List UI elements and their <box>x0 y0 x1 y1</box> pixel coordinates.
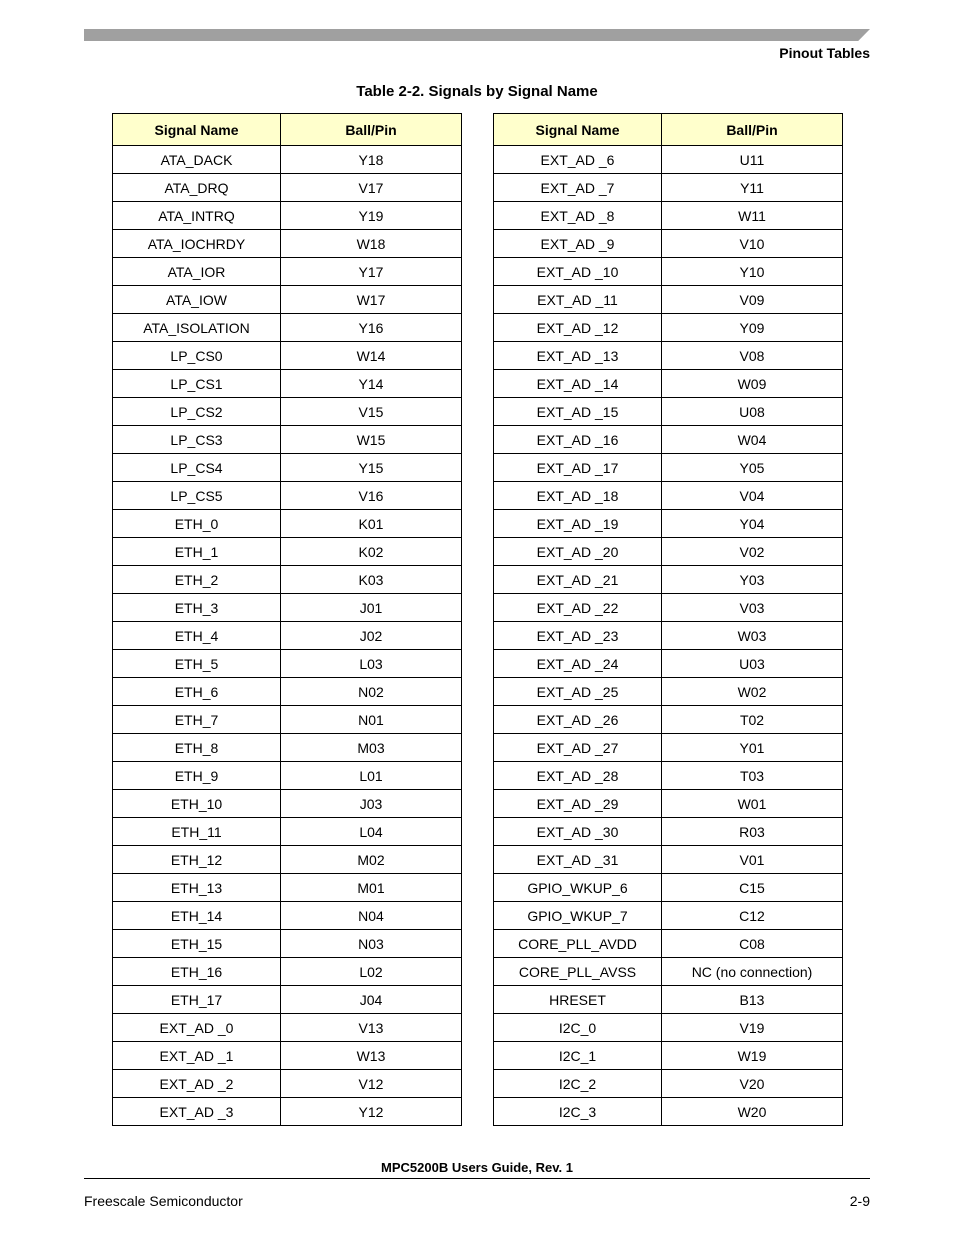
table-row <box>113 678 462 706</box>
signal-name-cell: ETH_15 <box>113 930 281 958</box>
table-row <box>113 762 462 790</box>
signal-name-cell: EXT_AD _2 <box>113 1070 281 1098</box>
table-body-left <box>113 146 462 1126</box>
table-row <box>113 174 462 202</box>
signal-name-cell: EXT_AD _30 <box>494 818 662 846</box>
ball-pin-cell: Y15 <box>281 454 462 482</box>
signal-name-cell: EXT_AD _22 <box>494 594 662 622</box>
signal-name-cell: ETH_12 <box>113 846 281 874</box>
signal-name-cell: EXT_AD _11 <box>494 286 662 314</box>
signal-name-cell: ETH_4 <box>113 622 281 650</box>
table-caption: Table 2-2. Signals by Signal Name <box>356 83 598 100</box>
signal-name-cell: LP_CS4 <box>113 454 281 482</box>
table-row <box>494 1070 843 1098</box>
signal-name-cell: ATA_DACK <box>113 146 281 174</box>
signal-name-cell: LP_CS1 <box>113 370 281 398</box>
signal-name-cell: HRESET <box>494 986 662 1014</box>
ball-pin-cell: U08 <box>662 398 843 426</box>
section-title: Pinout Tables <box>779 45 870 61</box>
ball-pin-cell: V13 <box>281 1014 462 1042</box>
table-row <box>113 202 462 230</box>
signal-name-cell: EXT_AD _25 <box>494 678 662 706</box>
signal-name-cell: EXT_AD _31 <box>494 846 662 874</box>
signal-name-cell: ETH_11 <box>113 818 281 846</box>
ball-pin-cell: Y03 <box>662 566 843 594</box>
table-row <box>113 258 462 286</box>
ball-pin-cell: V09 <box>662 286 843 314</box>
ball-pin-cell: W15 <box>281 426 462 454</box>
ball-pin-cell: N02 <box>281 678 462 706</box>
table-row <box>113 398 462 426</box>
ball-pin-cell: U11 <box>662 146 843 174</box>
signal-name-cell: EXT_AD _9 <box>494 230 662 258</box>
footer-divider <box>84 1178 870 1179</box>
ball-pin-cell: Y18 <box>281 146 462 174</box>
signal-name-cell: ETH_0 <box>113 510 281 538</box>
table-row <box>494 370 843 398</box>
table-row <box>113 314 462 342</box>
table-row <box>494 706 843 734</box>
signal-name-cell: CORE_PLL_AVSS <box>494 958 662 986</box>
footer-company: Freescale Semiconductor <box>84 1193 243 1209</box>
ball-pin-cell: Y09 <box>662 314 843 342</box>
table-row <box>494 482 843 510</box>
ball-pin-cell: T02 <box>662 706 843 734</box>
ball-pin-cell: C12 <box>662 902 843 930</box>
signal-name-cell: EXT_AD _23 <box>494 622 662 650</box>
table-row <box>113 454 462 482</box>
ball-pin-cell: W19 <box>662 1042 843 1070</box>
table-row <box>113 958 462 986</box>
ball-pin-cell: B13 <box>662 986 843 1014</box>
signal-name-cell: EXT_AD _20 <box>494 538 662 566</box>
signals-table-right <box>493 113 843 1126</box>
ball-pin-cell: W14 <box>281 342 462 370</box>
ball-pin-cell: M01 <box>281 874 462 902</box>
table-row <box>113 986 462 1014</box>
table-row <box>494 202 843 230</box>
ball-pin-cell: Y12 <box>281 1098 462 1126</box>
table-row <box>113 650 462 678</box>
ball-pin-cell: C15 <box>662 874 843 902</box>
signal-name-cell: ETH_10 <box>113 790 281 818</box>
ball-pin-cell: V17 <box>281 174 462 202</box>
signal-name-cell: EXT_AD _12 <box>494 314 662 342</box>
table-row <box>113 622 462 650</box>
table-row <box>494 734 843 762</box>
signal-name-cell: EXT_AD _10 <box>494 258 662 286</box>
table-row <box>113 846 462 874</box>
signal-name-cell: LP_CS2 <box>113 398 281 426</box>
ball-pin-cell: W09 <box>662 370 843 398</box>
ball-pin-cell: NC (no connection) <box>662 958 843 986</box>
ball-pin-cell: N04 <box>281 902 462 930</box>
signal-name-cell: ETH_5 <box>113 650 281 678</box>
column-header-signal-name: Signal Name <box>113 114 281 146</box>
signals-table-left <box>112 113 462 1126</box>
signal-name-cell: ETH_13 <box>113 874 281 902</box>
table-row <box>494 622 843 650</box>
ball-pin-cell: V19 <box>662 1014 843 1042</box>
signal-name-cell: EXT_AD _19 <box>494 510 662 538</box>
signal-name-cell: ETH_16 <box>113 958 281 986</box>
table-row <box>494 398 843 426</box>
table-row <box>494 566 843 594</box>
signal-name-cell: I2C_1 <box>494 1042 662 1070</box>
signal-name-cell: EXT_AD _6 <box>494 146 662 174</box>
table-row <box>113 1098 462 1126</box>
signal-name-cell: EXT_AD _28 <box>494 762 662 790</box>
table-row <box>113 930 462 958</box>
ball-pin-cell: L02 <box>281 958 462 986</box>
table-row <box>113 1042 462 1070</box>
signal-name-cell: EXT_AD _15 <box>494 398 662 426</box>
table-row <box>113 510 462 538</box>
table-row <box>494 902 843 930</box>
ball-pin-cell: T03 <box>662 762 843 790</box>
table-row <box>494 594 843 622</box>
ball-pin-cell: W03 <box>662 622 843 650</box>
signal-name-cell: LP_CS3 <box>113 426 281 454</box>
signal-name-cell: LP_CS0 <box>113 342 281 370</box>
table-row <box>113 286 462 314</box>
table-row <box>494 1014 843 1042</box>
signal-name-cell: CORE_PLL_AVDD <box>494 930 662 958</box>
table-row <box>494 174 843 202</box>
ball-pin-cell: C08 <box>662 930 843 958</box>
ball-pin-cell: N03 <box>281 930 462 958</box>
table-row <box>494 230 843 258</box>
signal-name-cell: GPIO_WKUP_6 <box>494 874 662 902</box>
table-row <box>113 230 462 258</box>
table-row <box>494 454 843 482</box>
table-body-right <box>494 146 843 1126</box>
table-row <box>113 874 462 902</box>
table-row <box>113 370 462 398</box>
signal-name-cell: EXT_AD _8 <box>494 202 662 230</box>
signal-name-cell: EXT_AD _0 <box>113 1014 281 1042</box>
ball-pin-cell: J02 <box>281 622 462 650</box>
table-row <box>113 1070 462 1098</box>
signal-name-cell: I2C_0 <box>494 1014 662 1042</box>
table-row <box>494 650 843 678</box>
table-row <box>494 146 843 174</box>
signal-name-cell: ETH_3 <box>113 594 281 622</box>
table-row <box>113 538 462 566</box>
signal-name-cell: ETH_1 <box>113 538 281 566</box>
signal-name-cell: EXT_AD _26 <box>494 706 662 734</box>
table-row <box>494 1098 843 1126</box>
ball-pin-cell: W20 <box>662 1098 843 1126</box>
table-row <box>113 594 462 622</box>
ball-pin-cell: L01 <box>281 762 462 790</box>
table-row <box>494 958 843 986</box>
signal-name-cell: EXT_AD _27 <box>494 734 662 762</box>
ball-pin-cell: M02 <box>281 846 462 874</box>
ball-pin-cell: V02 <box>662 538 843 566</box>
signal-name-cell: EXT_AD _18 <box>494 482 662 510</box>
signal-name-cell: ETH_6 <box>113 678 281 706</box>
signal-name-cell: LP_CS5 <box>113 482 281 510</box>
ball-pin-cell: Y01 <box>662 734 843 762</box>
ball-pin-cell: J04 <box>281 986 462 1014</box>
table-row <box>113 1014 462 1042</box>
table-row <box>494 874 843 902</box>
table-row <box>494 426 843 454</box>
ball-pin-cell: N01 <box>281 706 462 734</box>
ball-pin-cell: K01 <box>281 510 462 538</box>
table-row <box>494 538 843 566</box>
table-row <box>494 818 843 846</box>
ball-pin-cell: W11 <box>662 202 843 230</box>
footer-page-number: 2-9 <box>849 1193 870 1209</box>
column-header-ball-pin: Ball/Pin <box>281 114 462 146</box>
table-row <box>113 790 462 818</box>
ball-pin-cell: Y11 <box>662 174 843 202</box>
ball-pin-cell: Y04 <box>662 510 843 538</box>
column-header-ball-pin: Ball/Pin <box>662 114 843 146</box>
ball-pin-cell: M03 <box>281 734 462 762</box>
ball-pin-cell: W18 <box>281 230 462 258</box>
table-row <box>494 342 843 370</box>
signal-name-cell: ETH_7 <box>113 706 281 734</box>
table-row <box>494 258 843 286</box>
signal-name-cell: EXT_AD _13 <box>494 342 662 370</box>
table-row <box>494 286 843 314</box>
ball-pin-cell: L03 <box>281 650 462 678</box>
ball-pin-cell: W17 <box>281 286 462 314</box>
table-row <box>113 342 462 370</box>
ball-pin-cell: K03 <box>281 566 462 594</box>
signal-name-cell: ATA_INTRQ <box>113 202 281 230</box>
ball-pin-cell: W13 <box>281 1042 462 1070</box>
table-row <box>113 902 462 930</box>
table-row <box>113 818 462 846</box>
signal-name-cell: EXT_AD _3 <box>113 1098 281 1126</box>
ball-pin-cell: J03 <box>281 790 462 818</box>
table-row <box>113 146 462 174</box>
ball-pin-cell: Y17 <box>281 258 462 286</box>
ball-pin-cell: V20 <box>662 1070 843 1098</box>
column-header-signal-name: Signal Name <box>494 114 662 146</box>
signal-name-cell: I2C_3 <box>494 1098 662 1126</box>
signal-name-cell: GPIO_WKUP_7 <box>494 902 662 930</box>
ball-pin-cell: W01 <box>662 790 843 818</box>
table-row <box>113 566 462 594</box>
header-bar <box>84 29 870 41</box>
table-row <box>494 1042 843 1070</box>
ball-pin-cell: V01 <box>662 846 843 874</box>
signal-name-cell: EXT_AD _7 <box>494 174 662 202</box>
signal-name-cell: EXT_AD _24 <box>494 650 662 678</box>
table-row <box>113 482 462 510</box>
ball-pin-cell: K02 <box>281 538 462 566</box>
signal-name-cell: ETH_17 <box>113 986 281 1014</box>
signal-name-cell: ATA_IOR <box>113 258 281 286</box>
table-row <box>494 790 843 818</box>
ball-pin-cell: V04 <box>662 482 843 510</box>
table-row <box>494 314 843 342</box>
ball-pin-cell: Y10 <box>662 258 843 286</box>
ball-pin-cell: J01 <box>281 594 462 622</box>
signal-name-cell: ETH_14 <box>113 902 281 930</box>
signal-name-cell: ATA_IOCHRDY <box>113 230 281 258</box>
ball-pin-cell: U03 <box>662 650 843 678</box>
ball-pin-cell: W04 <box>662 426 843 454</box>
ball-pin-cell: V15 <box>281 398 462 426</box>
ball-pin-cell: Y19 <box>281 202 462 230</box>
signal-name-cell: EXT_AD _16 <box>494 426 662 454</box>
table-row <box>494 930 843 958</box>
table-row <box>494 510 843 538</box>
table-header-row <box>113 114 462 146</box>
ball-pin-cell: V08 <box>662 342 843 370</box>
ball-pin-cell: Y14 <box>281 370 462 398</box>
signal-name-cell: ATA_IOW <box>113 286 281 314</box>
signal-name-cell: ETH_8 <box>113 734 281 762</box>
signal-name-cell: ETH_2 <box>113 566 281 594</box>
table-row <box>494 846 843 874</box>
ball-pin-cell: Y05 <box>662 454 843 482</box>
ball-pin-cell: V12 <box>281 1070 462 1098</box>
signal-name-cell: ATA_DRQ <box>113 174 281 202</box>
table-row <box>494 678 843 706</box>
signal-name-cell: EXT_AD _1 <box>113 1042 281 1070</box>
ball-pin-cell: Y16 <box>281 314 462 342</box>
signal-name-cell: ETH_9 <box>113 762 281 790</box>
signal-name-cell: ATA_ISOLATION <box>113 314 281 342</box>
table-row <box>113 426 462 454</box>
table-row <box>113 734 462 762</box>
table-header-row <box>494 114 843 146</box>
table-row <box>494 762 843 790</box>
ball-pin-cell: L04 <box>281 818 462 846</box>
ball-pin-cell: V16 <box>281 482 462 510</box>
signal-name-cell: EXT_AD _17 <box>494 454 662 482</box>
table-row <box>494 986 843 1014</box>
table-row <box>113 706 462 734</box>
footer-doc-title: MPC5200B Users Guide, Rev. 1 <box>381 1160 573 1175</box>
ball-pin-cell: W02 <box>662 678 843 706</box>
ball-pin-cell: V03 <box>662 594 843 622</box>
ball-pin-cell: R03 <box>662 818 843 846</box>
signal-name-cell: EXT_AD _14 <box>494 370 662 398</box>
signal-name-cell: EXT_AD _21 <box>494 566 662 594</box>
signal-name-cell: I2C_2 <box>494 1070 662 1098</box>
signal-name-cell: EXT_AD _29 <box>494 790 662 818</box>
ball-pin-cell: V10 <box>662 230 843 258</box>
